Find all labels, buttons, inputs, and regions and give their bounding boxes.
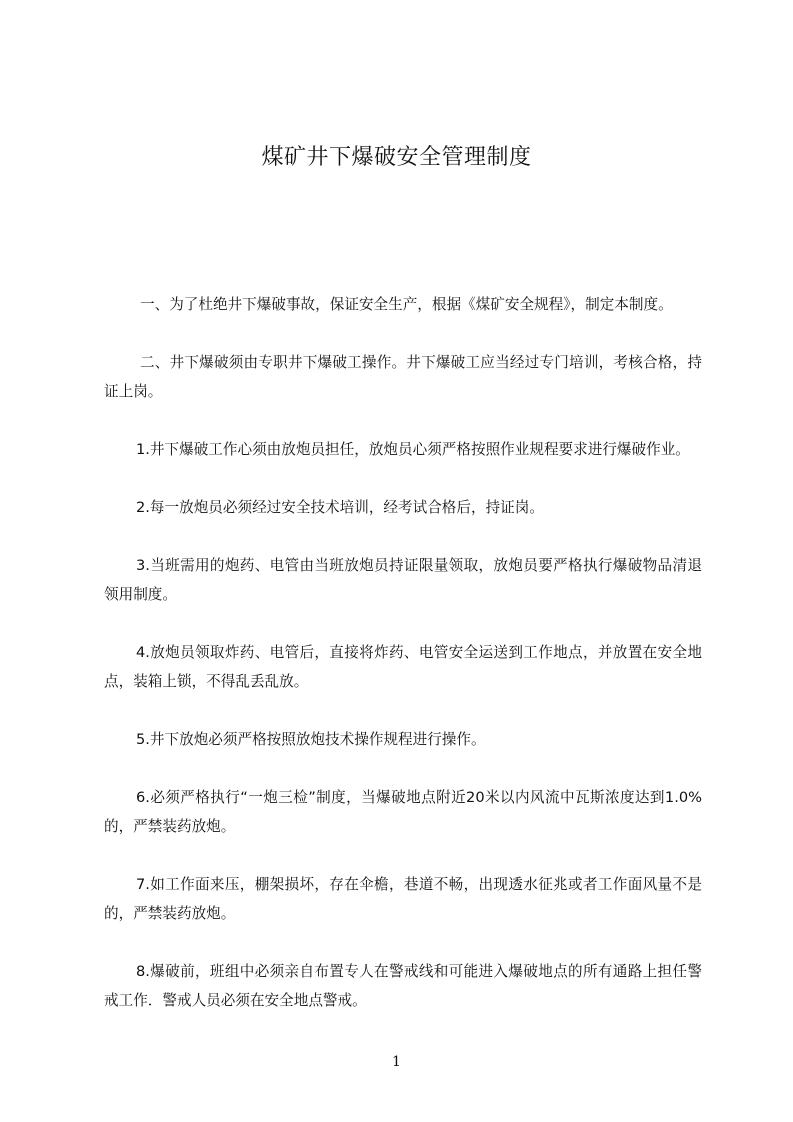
paragraph-2: 二、井下爆破须由专职井下爆破工操作。井下爆破工应当经过专门培训，考核合格，持证上岗。 xyxy=(104,354,702,400)
paragraph-6: 4.放炮员领取炸药、电管后，直接将炸药、电管安全运送到工作地点，并放置在安全地点，装箱上锁，不得乱丢乱放。 xyxy=(104,644,702,690)
document-title: 煤矿井下爆破安全管理制度 xyxy=(261,145,532,170)
document-body xyxy=(104,290,702,1044)
paragraph-7: 5.井下放炮必须严格按照放炮技术操作规程进行操作。 xyxy=(136,731,486,748)
paragraph-1: 一、为了杜绝井下爆破事故，保证安全生产，根据《煤矿安全规程》，制定本制度。 xyxy=(140,296,673,313)
paragraph-10: 8.爆破前，班组中必须亲自布置专人在警戒线和可能进入爆破地点的所有通路上担任警戒工作．警戒人员必须在安全地点警戒。 xyxy=(104,963,702,1009)
paragraph-5: 3.当班需用的炮药、电管由当班放炮员持证限量领取，放炮员要严格执行爆破物品清退领用制度。 xyxy=(104,557,702,603)
page-number: 1 xyxy=(392,1054,401,1070)
paragraph-4: 2.每一放炮员必须经过安全技术培训，经考试合格后，持证岗。 xyxy=(136,499,544,516)
paragraph-9: 7.如工作面来压，棚架损坏，存在伞檐，巷道不畅，出现透水征兆或者工作面风量不是的，严禁装药放炮。 xyxy=(104,876,702,922)
paragraph-8: 6.必须严格执行“一炮三检”制度，当爆破地点附近20米以内风流中瓦斯浓度达到1.0%的，严禁装药放炮。 xyxy=(104,789,702,835)
paragraph-3: 1.井下爆破工作心须由放炮员担任，放炮员心须严格按照作业规程要求进行爆破作业。 xyxy=(136,441,690,458)
